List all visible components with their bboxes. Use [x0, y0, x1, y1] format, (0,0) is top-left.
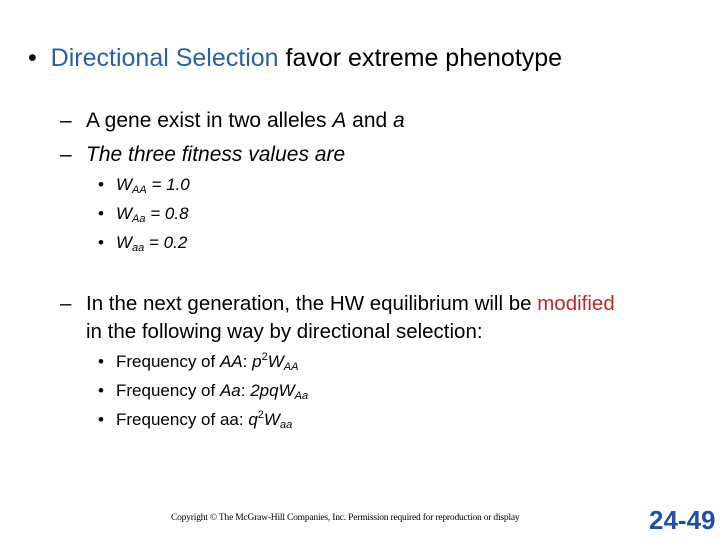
genotype-subscript: AA [283, 361, 299, 373]
fitness-heading-line [60, 141, 345, 169]
fitness-value: = 0.2 [144, 233, 188, 252]
hw-text: In the next generation, the HW equilibrium will be [86, 292, 538, 315]
gene-text: A gene exist in two alleles [86, 109, 333, 132]
gene-alleles-line [60, 107, 405, 135]
fitness-item-Aa [98, 202, 189, 226]
title-rest: favor extreme phenotype [278, 44, 563, 72]
frequency-label: Frequency of [116, 381, 220, 400]
w-symbol: W [116, 204, 133, 223]
genotype: Aa [219, 381, 241, 400]
genotype: AA [219, 352, 243, 371]
genotype: aa [219, 410, 239, 429]
hw-line-2 [86, 318, 483, 346]
list-bullet: • [98, 175, 104, 194]
genotype-subscript: AA [132, 184, 147, 196]
genotype-subscript: aa [279, 419, 293, 431]
fitness-item-aa [98, 231, 187, 255]
fitness-item-AA [98, 173, 190, 197]
genotype-subscript: Aa [132, 213, 146, 225]
frequency-item-AA [98, 350, 298, 374]
page-number: 24-49 [649, 505, 716, 535]
frequency-label: Frequency of [116, 410, 220, 429]
list-bullet: • [98, 352, 104, 371]
list-bullet: • [98, 204, 104, 223]
coefficient: p [252, 352, 262, 371]
dash-marker: – [60, 109, 72, 132]
w-symbol: W [116, 233, 133, 252]
coefficient: q [248, 410, 258, 429]
allele-a: a [393, 109, 405, 132]
title-line [28, 42, 562, 74]
title-bullet: • [28, 44, 37, 72]
fitness-text: The three fitness values are [86, 143, 346, 166]
frequency-label: Frequency of [116, 352, 220, 371]
list-bullet: • [98, 410, 104, 429]
colon: : [238, 410, 249, 429]
coefficient: 2pq [250, 381, 279, 400]
w-symbol: W [267, 352, 284, 371]
power: 2 [261, 351, 268, 363]
genotype-subscript: aa [132, 242, 145, 254]
hw-line-1 [60, 290, 615, 318]
list-bullet: • [98, 233, 104, 252]
and-text: and [346, 109, 394, 132]
highlight-modified: modified [537, 292, 615, 315]
w-symbol: W [116, 175, 133, 194]
hw-text-continued: in the following way by directional selection: [86, 320, 483, 343]
colon: : [240, 381, 251, 400]
fitness-value: = 0.8 [145, 204, 189, 223]
frequency-item-Aa [98, 379, 308, 403]
w-symbol: W [278, 381, 295, 400]
list-bullet: • [98, 381, 104, 400]
power: 2 [257, 409, 264, 421]
allele-A: A [332, 109, 347, 132]
dash-marker: – [60, 143, 72, 166]
fitness-value: = 1.0 [146, 175, 190, 194]
genotype-subscript: Aa [294, 390, 309, 402]
frequency-item-aa [98, 408, 292, 432]
w-symbol: W [263, 410, 280, 429]
dash-marker: – [60, 292, 72, 315]
title-term: Directional Selection [50, 44, 279, 72]
colon: : [242, 352, 253, 371]
copyright-notice: Copyright © The McGraw-Hill Companies, Inc. Permission required for reproduction or display [171, 513, 520, 523]
